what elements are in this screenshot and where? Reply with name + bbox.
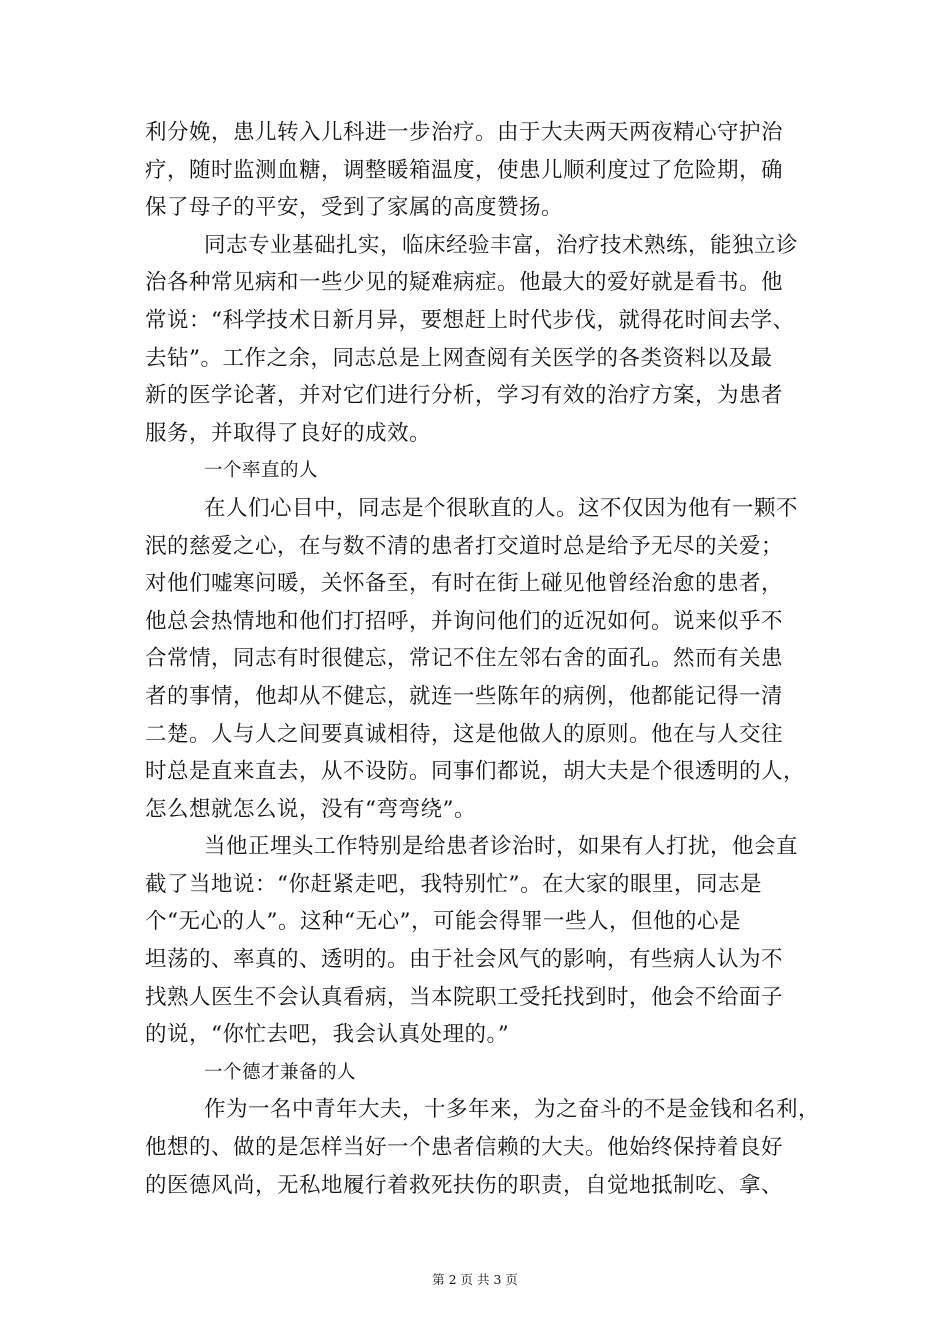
text-line: 泯的慈爱之心，在与数不清的患者打交道时总是给予无尽的关爱； [145, 533, 784, 559]
text-line: 截了当地说：“你赶紧走吧，我特别忙”。在大家的眼里，同志是 [145, 871, 762, 897]
text-line: 当他正埋头工作特别是给患者诊治时，如果有人打扰，他会直 [204, 834, 799, 860]
page-footer [0, 1270, 950, 1288]
text-line: 服务，并取得了良好的成效。 [145, 420, 432, 446]
text-line: 找熟人医生不会认真看病，当本院职工受托找到时，他会不给面子 [145, 984, 784, 1010]
text-line: 在人们心目中，同志是个很耿直的人。这不仅因为他有一颗不 [204, 495, 799, 521]
text-line: 的说，“你忙去吧，我会认真处理的。” [145, 1022, 510, 1048]
text-line: 坦荡的、率真的、透明的。由于社会风气的影响，有些病人认为不 [145, 947, 784, 973]
text-line: 利分娩，患儿转入儿科进一步治疗。由于大夫两天两夜精心守护治 [145, 120, 784, 145]
text-line: 治各种常见病和一些少见的疑难病症。他最大的爱好就是看书。他 [145, 270, 784, 296]
document-body [145, 114, 821, 1204]
text-line: 去钻”。工作之余，同志总是上网查阅有关医学的各类资料以及最 [145, 345, 773, 371]
text-line: 对他们嘘寒问暖，关怀备至，有时在街上碰见他曾经治愈的患者， [145, 571, 784, 597]
section-heading: 一个率直的人 [204, 460, 319, 482]
text-line: 的医德风尚，无私地履行着救死扶伤的职责，自觉地抵制吃、拿、 [145, 1172, 784, 1198]
text-line: 他总会热情地和他们打招呼，并询问他们的近况如何。说来似乎不 [145, 608, 784, 634]
text-line: 保了母子的平安，受到了家属的高度赞扬。 [145, 195, 564, 221]
text-line: 作为一名中青年大夫，十多年来，为之奋斗的不是金钱和名利， [204, 1097, 821, 1123]
section-heading: 一个德才兼备的人 [204, 1061, 357, 1083]
text-line: 合常情，同志有时很健忘，常记不住左邻右舍的面孔。然而有关患 [145, 646, 784, 672]
text-line: 时总是直来直去，从不设防。同事们都说，胡大夫是个很透明的人， [145, 759, 806, 785]
text-line: 怎么想就怎么说，没有“弯弯绕”。 [145, 796, 476, 822]
text-line: 他想的、做的是怎样当好一个患者信赖的大夫。他始终保持着良好 [145, 1135, 784, 1161]
page-number: 第 2 页 共 3 页 [432, 1272, 518, 1287]
text-line: 疗，随时监测血糖，调整暖箱温度，使患儿顺利度过了危险期，确 [145, 157, 784, 183]
text-line: 同志专业基础扎实，临床经验丰富，治疗技术熟练，能独立诊 [204, 232, 799, 258]
text-line: 个“无心的人”。这种“无心”，可能会得罪一些人，但他的心是 [145, 909, 741, 935]
text-line: 新的医学论著，并对它们进行分析，学习有效的治疗方案，为患者 [145, 383, 784, 409]
text-line: 二楚。人与人之间要真诚相待，这是他做人的原则。他在与人交往 [145, 721, 784, 747]
text-line: 者的事情，他却从不健忘，就连一些陈年的病例，他都能记得一清 [145, 683, 784, 709]
text-line: 常说：“科学技术日新月异，要想赶上时代步伐，就得花时间去学、 [145, 307, 795, 333]
